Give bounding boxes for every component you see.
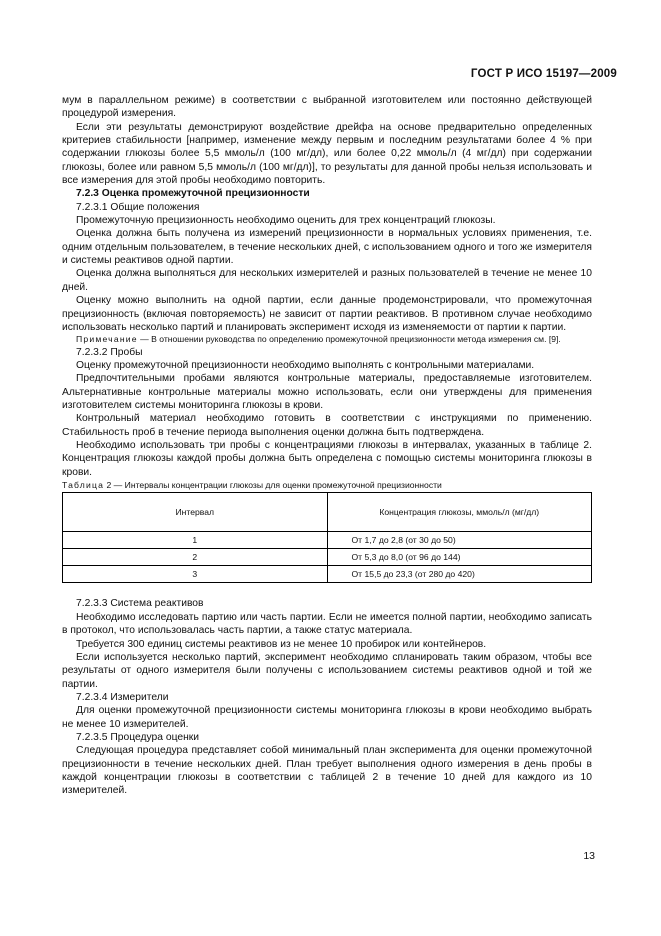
table-caption	[62, 479, 592, 492]
note-text: — В отношении руководства по определению промежуточной прецизионности метода измерения см. [9].	[140, 334, 561, 345]
paragraph: Оценка должна выполняться для нескольких измерителей и разных пользователей в течение не менее 10 дней.	[62, 268, 592, 293]
column-header-interval: Интервал	[63, 493, 328, 532]
document-code-header: ГОСТ Р ИСО 15197—2009	[470, 68, 617, 80]
paragraph: Оценка должна быть получена из измерений прецизионности в нормальных условиях применения, т.е. одним отдельным пользователем, в течение нескольких дней, с использованием одного и того же измерителя и системы реактивов одной партии.	[62, 228, 592, 267]
paragraph: Оценку можно выполнить на одной партии, если данные продемонстрировали, что промежуточная прецизионность (включая повторяемость) не зависит от партии реактивов. В противном случае необходимо использовать несколько партий и планировать эксперимент исходя из изменяемости от партии к партии.	[62, 295, 592, 333]
paragraph: Следующая процедура представляет собой минимальный план эксперимента для оценки промежуточной прецизионности в течение нескольких дней. План требует выполнения одного измерения в день пробы в каждой концентрации глюкозы в соответствии с таблицей 2 в течение 10 дней для каждого из 10 измерителей.	[62, 745, 592, 797]
section-heading-7-2-3: 7.2.3 Оценка промежуточной прецизионности	[76, 188, 310, 200]
table-row	[63, 566, 592, 583]
glucose-interval-table	[62, 492, 592, 583]
cell-interval: 1	[63, 532, 328, 549]
paragraph: Если эти результаты демонстрируют воздействие дрейфа на основе предварительно определенных критериев стабильности [например, изменение между первым и последним результатами более 4 % при содержании глюкозы более 5,5 ммоль/л (100 мг/дл), или более 0,22 ммоль/л (4 мг/дл) при содержании глюкозы, более или равном 5,5 ммоль/л (100 мг/дл)], то результаты для данной пробы нельзя использовать и все измерения для этой пробы необходимо повторить.	[62, 121, 592, 187]
cell-concentration: От 15,5 до 23,3 (от 280 до 420)	[327, 566, 592, 583]
column-header-concentration: Концентрация глюкозы, ммоль/л (мг/дл)	[327, 493, 592, 532]
page-number: 13	[583, 850, 595, 862]
paragraph: Если используется несколько партий, эксперимент необходимо спланировать таким образом, чтобы все результаты от одного измерителя были получены с использованием системы реактивов одной и той же партии.	[62, 651, 592, 690]
paragraph: Промежуточную прецизионность необходимо оценить для трех концентраций глюкозы.	[76, 215, 496, 227]
cell-interval: 2	[63, 549, 328, 566]
table-caption-label: Таблица	[62, 480, 105, 491]
paragraph: Необходимо использовать три пробы с концентрациями глюкозы в интервалах, указанных в таблице 2. Концентрация глюкозы каждой пробы должна быть определена с помощью системы мониторинга глюкозы в крови.	[62, 440, 592, 478]
subsection-heading-7-2-3-2: 7.2.3.2 Пробы	[76, 346, 143, 358]
paragraph: Необходимо исследовать партию или часть партии. Если не имеется полной партии, необходимо записать в протокол, что использовалась часть партии, а также статус материала.	[62, 611, 592, 637]
table-caption-text: 2 — Интервалы концентрации глюкозы для оценки промежуточной прецизионности	[106, 480, 442, 491]
note	[62, 334, 592, 346]
note-label: Примечание	[76, 334, 138, 345]
subsection-heading-7-2-3-1: 7.2.3.1 Общие положения	[76, 201, 200, 213]
paragraph: Контрольный материал необходимо готовить в соответствии с инструкциями по применению. Стабильность проб в течение периода выполнения оценки должна быть подтверждена.	[62, 413, 592, 438]
subsection-heading-7-2-3-5: 7.2.3.5 Процедура оценки	[76, 731, 200, 743]
paragraph: Требуется 300 единиц системы реактивов из не менее 10 пробирок или контейнеров.	[76, 638, 487, 650]
subsection-heading-7-2-3-4: 7.2.3.4 Измерители	[76, 691, 169, 703]
cell-interval: 3	[63, 566, 328, 583]
table-row	[63, 532, 592, 549]
table-header-row	[63, 493, 592, 532]
cell-concentration: От 1,7 до 2,8 (от 30 до 50)	[327, 532, 592, 549]
spacer	[62, 583, 592, 597]
paragraph: Оценку промежуточной прецизионности необходимо выполнять с контрольными материалами.	[76, 360, 535, 372]
cell-concentration: От 5,3 до 8,0 (от 96 до 144)	[327, 549, 592, 566]
subsection-heading-7-2-3-3: 7.2.3.3 Система реактивов	[76, 598, 204, 610]
paragraph: Для оценки промежуточной прецизионности системы мониторинга глюкозы в крови необходимо выбрать не менее 10 измерителей.	[62, 705, 592, 730]
paragraph: мум в параллельном режиме) в соответствии с выбранной изготовителем или постоянно действующей процедурой измерения.	[62, 95, 592, 120]
paragraph: Предпочтительными пробами являются контрольные материалы, предоставляемые изготовителем. Альтернативные контрольные материалы можно использовать, если они утверждены для применения изготовителем системы мониторинга глюкозы в крови.	[62, 373, 592, 412]
table-row	[63, 549, 592, 566]
page-body	[62, 94, 592, 798]
